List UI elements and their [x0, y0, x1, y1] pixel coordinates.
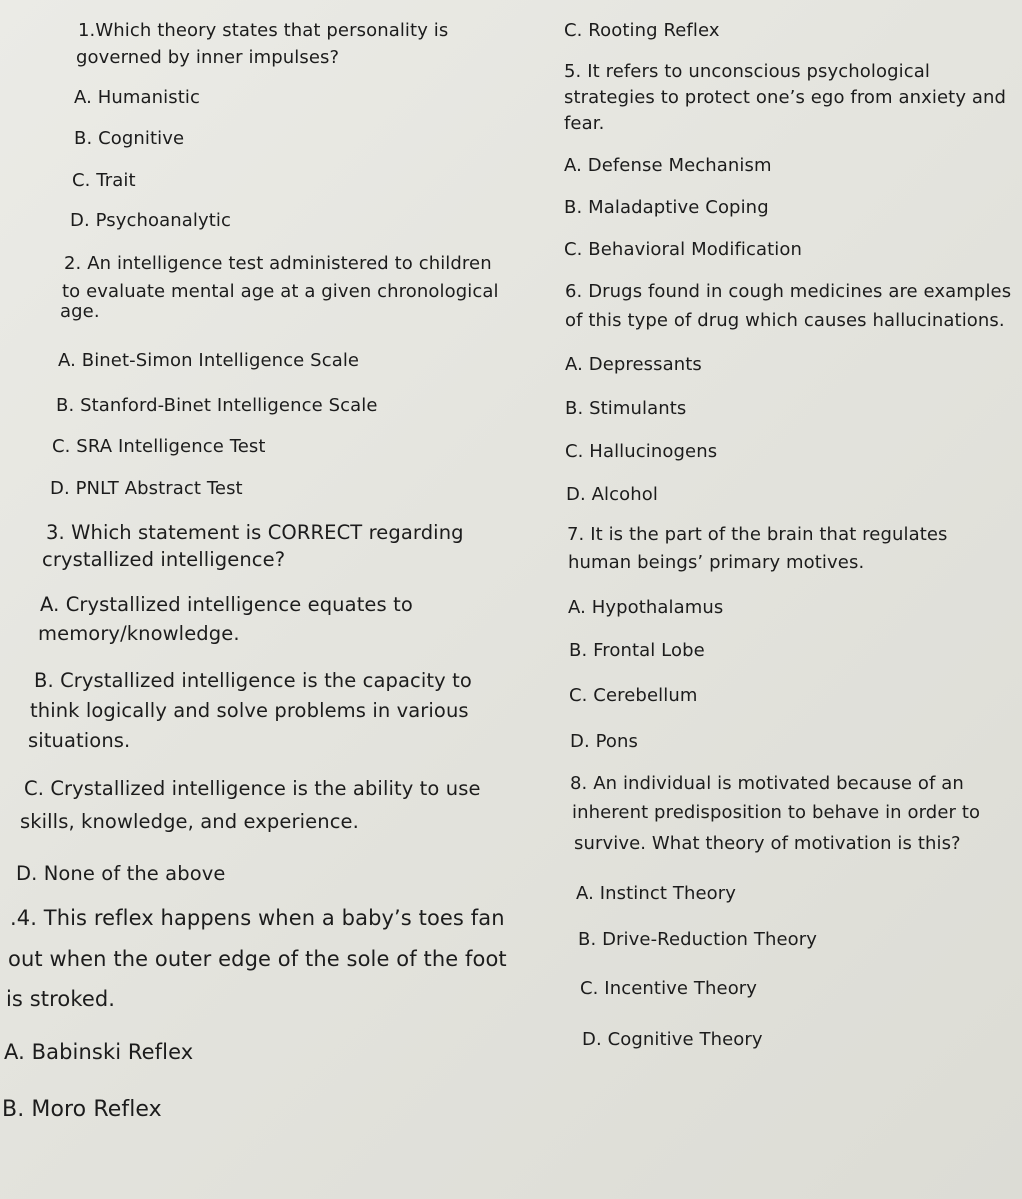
q3-option-b-line2: think logically and solve problems in various [30, 699, 469, 722]
q4-option-a: A. Babinski Reflex [4, 1040, 194, 1064]
q7-option-b: B. Frontal Lobe [569, 640, 705, 661]
q8-option-b: B. Drive-Reduction Theory [578, 929, 818, 950]
q5-line2: strategies to protect one’s ego from anxiety and [564, 87, 1007, 108]
q1-option-c: C. Trait [72, 170, 136, 191]
q5-line3: fear. [564, 113, 605, 134]
q2-option-a: A. Binet-Simon Intelligence Scale [58, 350, 360, 371]
q1-option-b: B. Cognitive [74, 128, 185, 149]
q3-option-b-line3: situations. [28, 729, 131, 752]
q5-option-c: C. Behavioral Modification [564, 239, 803, 260]
q8-line1: 8. An individual is motivated because of an [570, 773, 964, 794]
q1-option-a: A. Humanistic [74, 87, 200, 108]
q6-line1: 6. Drugs found in cough medicines are examples [565, 281, 1012, 302]
q4-line2: out when the outer edge of the sole of the foot [8, 947, 507, 971]
q8-option-c: C. Incentive Theory [580, 978, 758, 999]
q6-option-a: A. Depressants [565, 354, 702, 375]
q1-option-d: D. Psychoanalytic [70, 210, 231, 231]
q6-line2: of this type of drug which causes hallucinations. [565, 310, 1005, 331]
q3-option-b-line1: B. Crystallized intelligence is the capacity to [34, 669, 472, 692]
q3-option-a-line2: memory/knowledge. [38, 622, 240, 645]
q1-line2: governed by inner impulses? [76, 47, 340, 68]
q6-option-d: D. Alcohol [566, 484, 658, 505]
q1-line1: 1.Which theory states that personality is [78, 20, 449, 41]
q2-option-d: D. PNLT Abstract Test [50, 478, 243, 499]
q3-option-c-line2: skills, knowledge, and experience. [20, 810, 359, 833]
q3-option-a-line1: A. Crystallized intelligence equates to [40, 593, 413, 616]
q8-line3: survive. What theory of motivation is this? [574, 833, 961, 854]
q5-line1: 5. It refers to unconscious psychological [564, 61, 930, 82]
q3-line2: crystallized intelligence? [42, 548, 286, 571]
q5-option-b: B. Maladaptive Coping [564, 197, 769, 218]
q6-option-c: C. Hallucinogens [565, 441, 718, 462]
q7-option-d: D. Pons [570, 731, 639, 752]
q7-option-c: C. Cerebellum [569, 685, 698, 706]
q7-line1: 7. It is the part of the brain that regulates [567, 524, 948, 545]
q2-line1: 2. An intelligence test administered to children [64, 253, 492, 274]
q4-line1: .4. This reflex happens when a baby’s toes fan [10, 906, 505, 930]
q8-option-a: A. Instinct Theory [576, 883, 737, 904]
q8-line2: inherent predisposition to behave in order to [572, 802, 981, 823]
q3-option-c-line1: C. Crystallized intelligence is the ability to use [24, 777, 481, 800]
q8-option-d: D. Cognitive Theory [582, 1029, 763, 1050]
q4-option-c: C. Rooting Reflex [564, 20, 720, 41]
q3-option-d: D. None of the above [16, 862, 226, 885]
q7-line2: human beings’ primary motives. [568, 552, 865, 573]
q2-option-c: C. SRA Intelligence Test [52, 436, 266, 457]
q7-option-a: A. Hypothalamus [568, 597, 724, 618]
q5-option-a: A. Defense Mechanism [564, 155, 772, 176]
q2-line3: age. [60, 301, 100, 322]
q6-option-b: B. Stimulants [565, 398, 687, 419]
q3-line1: 3. Which statement is CORRECT regarding [46, 521, 464, 544]
q4-option-b: B. Moro Reflex [2, 1097, 162, 1122]
q2-line2: to evaluate mental age at a given chronological [62, 281, 499, 302]
q2-option-b: B. Stanford-Binet Intelligence Scale [56, 395, 378, 416]
q4-line3: is stroked. [6, 987, 116, 1011]
